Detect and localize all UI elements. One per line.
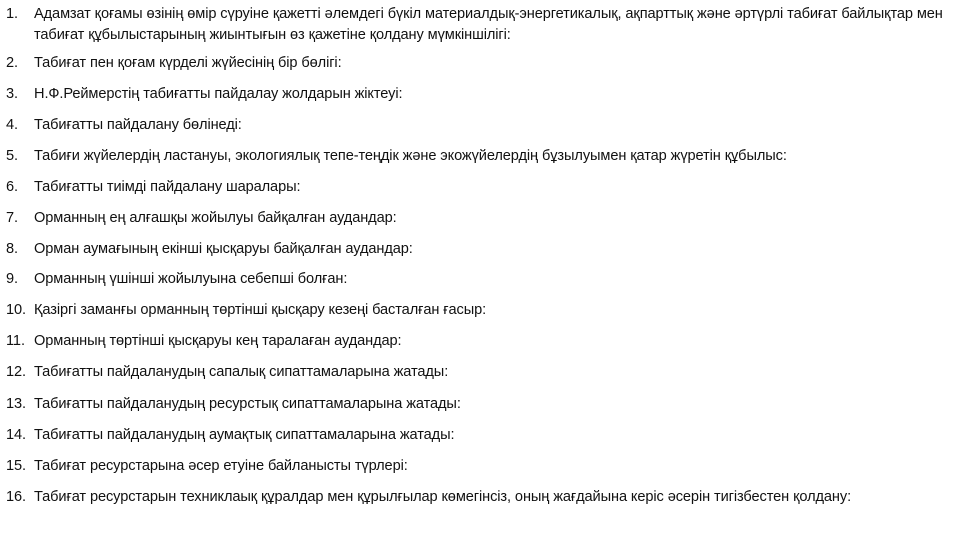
list-item — [6, 425, 946, 446]
list-item — [6, 300, 946, 321]
list-item — [6, 115, 946, 136]
list-item — [6, 487, 946, 508]
item-number: 2. — [6, 55, 18, 71]
list-item — [6, 239, 946, 260]
item-text: Адамзат қоғамы өзінің өмір сүруіне қажетті әлемдегі бүкіл материалдық-энергетикалық, ақпарттық және әртүрлі табиғат байлықтар мен табиғат құбылыстарының жиынтығын өз қажетіне қолдану мүмкіншілігі: — [34, 6, 943, 43]
question-list — [6, 4, 946, 508]
item-text: Табиғат пен қоғам күрделі жүйесінің бір бөлігі: — [34, 55, 342, 71]
item-number: 8. — [6, 241, 18, 257]
item-text: Табиғат ресурстарын техниклаық құралдар мен құрылғылар көмегінсіз, оның жағдайына керіс әсерін тигізбестен қолдану: — [34, 489, 852, 505]
list-item — [6, 456, 946, 477]
item-number: 1. — [6, 6, 18, 22]
list-item — [6, 331, 946, 352]
list-item — [6, 53, 946, 74]
item-text: Н.Ф.Реймерстің табиғатты пайдалау жолдарын жіктеуі: — [34, 86, 403, 102]
list-item — [6, 177, 946, 198]
item-text: Орманның төртінші қысқаруы кең таралаған аудандар: — [34, 333, 402, 349]
item-number: 9. — [6, 271, 18, 287]
list-item — [6, 84, 946, 105]
item-number: 10. — [6, 302, 26, 318]
document-page — [6, 0, 946, 508]
item-text: Табиғатты пайдаланудың аумақтық сипаттамаларына жатады: — [34, 427, 455, 443]
item-number: 13. — [6, 396, 26, 412]
list-item — [6, 362, 946, 383]
list-item — [6, 146, 946, 167]
item-text: Қазіргі заманғы орманның төртінші қысқару кезеңі басталған ғасыр: — [34, 302, 487, 318]
item-number: 15. — [6, 458, 26, 474]
list-item — [6, 394, 946, 415]
item-number: 5. — [6, 148, 18, 164]
item-text: Табиғатты пайдаланудың сапалық сипаттамаларына жатады: — [34, 364, 449, 380]
item-number: 12. — [6, 364, 26, 380]
list-item — [6, 208, 946, 229]
item-number: 4. — [6, 117, 18, 133]
list-item — [6, 4, 946, 46]
item-number: 14. — [6, 427, 26, 443]
item-text: Орманның үшінші жойылуына себепші болған: — [34, 271, 348, 287]
item-number: 6. — [6, 179, 18, 195]
item-text: Табиғатты тиімді пайдалану шаралары: — [34, 179, 301, 195]
item-text: Орманның ең алғашқы жойылуы байқалған аудандар: — [34, 210, 397, 226]
item-number: 7. — [6, 210, 18, 226]
list-item — [6, 269, 946, 290]
item-text: Орман аумағының екінші қысқаруы байқалған аудандар: — [34, 241, 413, 257]
item-text: Табиғи жүйелердің ластануы, экологиялық тепе-теңдік және экожүйелердің бұзылуымен қатар жүретін құбылыс: — [34, 148, 787, 164]
item-text: Табиғатты пайдалану бөлінеді: — [34, 117, 242, 133]
item-number: 3. — [6, 86, 18, 102]
item-number: 16. — [6, 489, 26, 505]
item-text: Табиғат ресурстарына әсер етуіне байланысты түрлері: — [34, 458, 408, 474]
item-text: Табиғатты пайдаланудың ресурстық сипаттамаларына жатады: — [34, 396, 461, 412]
item-number: 11. — [6, 333, 25, 349]
